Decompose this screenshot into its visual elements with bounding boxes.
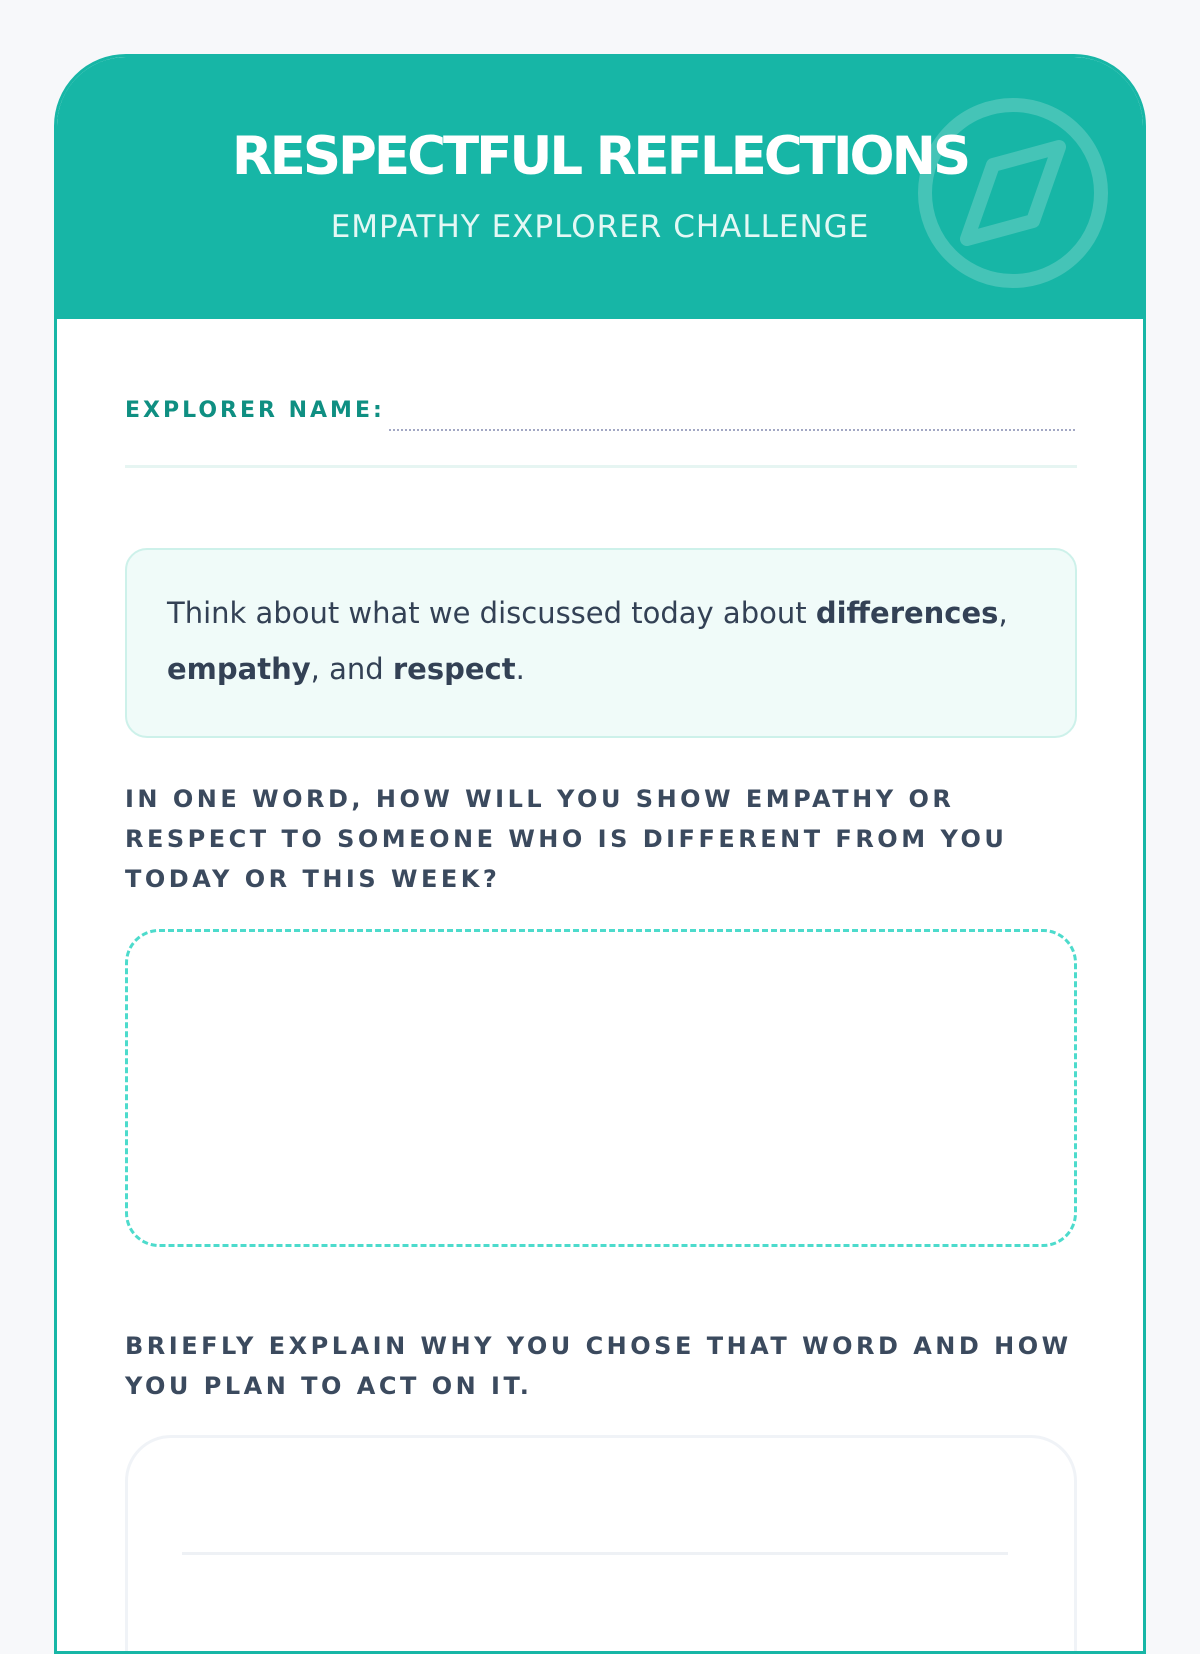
worksheet-card xyxy=(54,54,1146,1654)
explorer-name-row xyxy=(125,395,1077,455)
question-explain: BRIEFLY EXPLAIN WHY YOU CHOSE THAT WORD AND HOW YOU PLAN TO ACT ON IT. xyxy=(125,1332,1072,1400)
reflection-prompt xyxy=(125,548,1077,738)
prompt-text-2: , xyxy=(998,596,1008,630)
one-word-answer-box[interactable] xyxy=(125,929,1077,1247)
prompt-keyword-differences: differences xyxy=(815,596,999,630)
prompt-text-4: . xyxy=(515,652,525,686)
prompt-text-3: , and xyxy=(310,652,393,686)
writing-line xyxy=(182,1552,1008,1555)
prompt-keyword-empathy: empathy xyxy=(167,652,311,686)
explorer-name-input[interactable] xyxy=(389,395,1075,431)
page-subtitle: EMPATHY EXPLORER CHALLENGE xyxy=(330,209,870,245)
name-divider xyxy=(125,465,1077,468)
question-one-word: IN ONE WORD, HOW WILL YOU SHOW EMPATHY OR RESPECT TO SOMEONE WHO IS DIFFERENT FROM YOU TODAY OR THIS WEEK? xyxy=(125,785,1008,893)
page-title: RESPECTFUL REFLECTIONS xyxy=(231,126,969,187)
worksheet-header xyxy=(57,57,1143,319)
prompt-text-1: Think about what we discussed today about xyxy=(167,596,816,630)
prompt-keyword-respect: respect xyxy=(392,652,516,686)
explorer-name-label: EXPLORER NAME: xyxy=(125,398,385,423)
explanation-answer-box[interactable] xyxy=(125,1435,1077,1654)
compass-icon xyxy=(913,93,1113,293)
